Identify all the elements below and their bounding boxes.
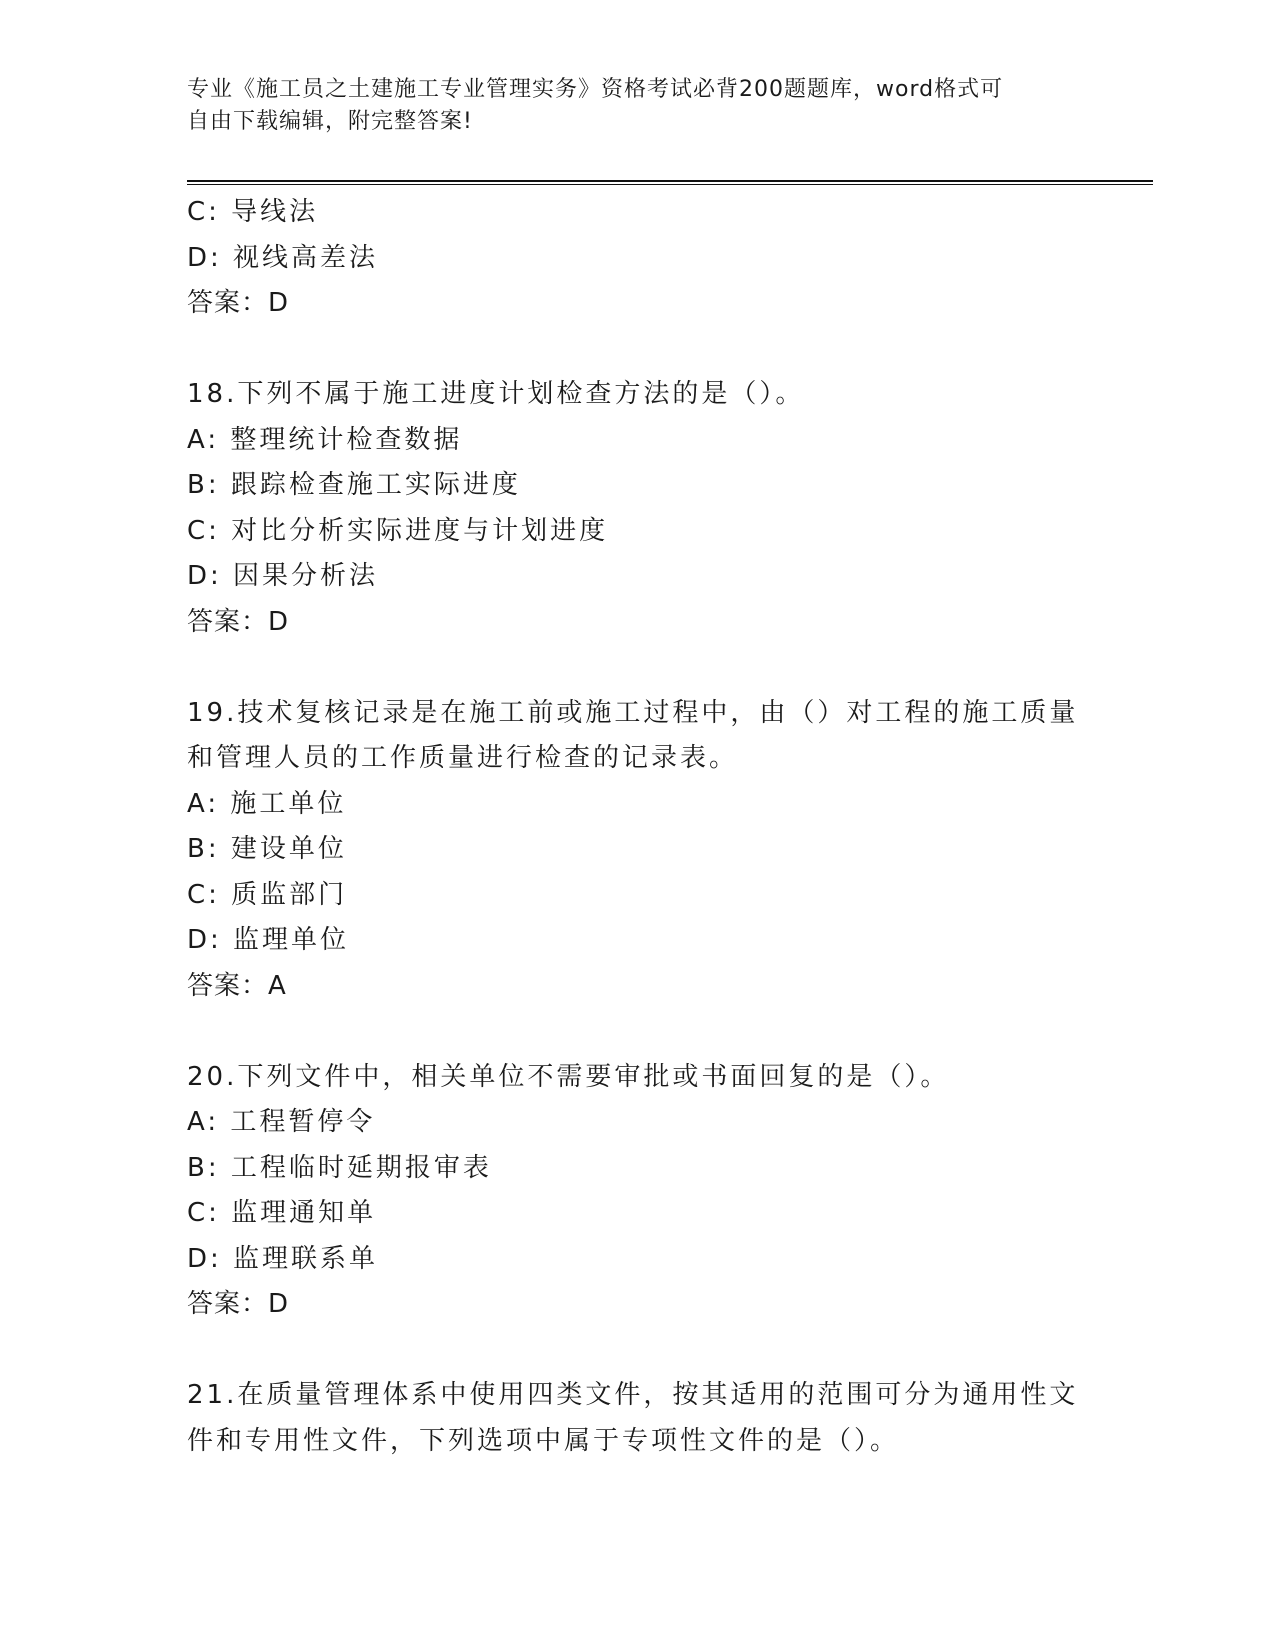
option-a: A: 施工单位 bbox=[187, 788, 347, 819]
header-divider-thin bbox=[187, 184, 1153, 185]
question-text: 18.下列不属于施工进度计划检查方法的是（）。 bbox=[187, 379, 805, 409]
answer-label: 答案：A bbox=[187, 970, 287, 1001]
question-19 bbox=[187, 691, 1087, 1010]
header-line-1: 专业《施工员之土建施工专业管理实务》资格考试必背200题题库，word格式可 bbox=[187, 77, 1004, 102]
question-text-line-1: 21.在质量管理体系中使用四类文件，按其适用的范围可分为通用性文 bbox=[187, 1380, 1079, 1410]
option-b: B: 工程临时延期报审表 bbox=[187, 1152, 492, 1183]
option-d: D: 视线高差法 bbox=[187, 242, 379, 273]
document-header bbox=[187, 74, 1067, 138]
question-20 bbox=[187, 1055, 1087, 1328]
option-c: C: 对比分析实际进度与计划进度 bbox=[187, 515, 609, 546]
question-17-continued bbox=[187, 190, 1087, 327]
option-d: D: 监理单位 bbox=[187, 925, 350, 955]
header-line-2: 自由下载编辑，附完整答案! bbox=[187, 109, 473, 134]
question-text-line-1: 19.技术复核记录是在施工前或施工过程中，由（）对工程的施工质量 bbox=[187, 697, 1079, 728]
question-21 bbox=[187, 1373, 1087, 1464]
answer-label: 答案：D bbox=[187, 288, 290, 318]
question-text: 20.下列文件中，相关单位不需要审批或书面回复的是（）。 bbox=[187, 1061, 950, 1092]
option-d: D: 因果分析法 bbox=[187, 561, 379, 591]
option-b: B: 建设单位 bbox=[187, 834, 347, 864]
question-18 bbox=[187, 372, 1087, 645]
option-d: D: 监理联系单 bbox=[187, 1243, 379, 1274]
header-divider-thick bbox=[187, 180, 1153, 182]
answer-label: 答案：D bbox=[187, 1289, 290, 1319]
option-c: C: 导线法 bbox=[187, 197, 319, 227]
question-text-line-2: 和管理人员的工作质量进行检查的记录表。 bbox=[187, 743, 739, 773]
question-text-line-2: 件和专用性文件，下列选项中属于专项性文件的是（）。 bbox=[187, 1425, 900, 1456]
answer-label: 答案：D bbox=[187, 606, 290, 637]
option-a: A: 整理统计检查数据 bbox=[187, 424, 463, 455]
option-b: B: 跟踪检查施工实际进度 bbox=[187, 470, 521, 500]
option-c: C: 监理通知单 bbox=[187, 1198, 377, 1228]
option-c: C: 质监部门 bbox=[187, 879, 348, 910]
question-list bbox=[187, 190, 1087, 1464]
option-a: A: 工程暂停令 bbox=[187, 1107, 376, 1137]
